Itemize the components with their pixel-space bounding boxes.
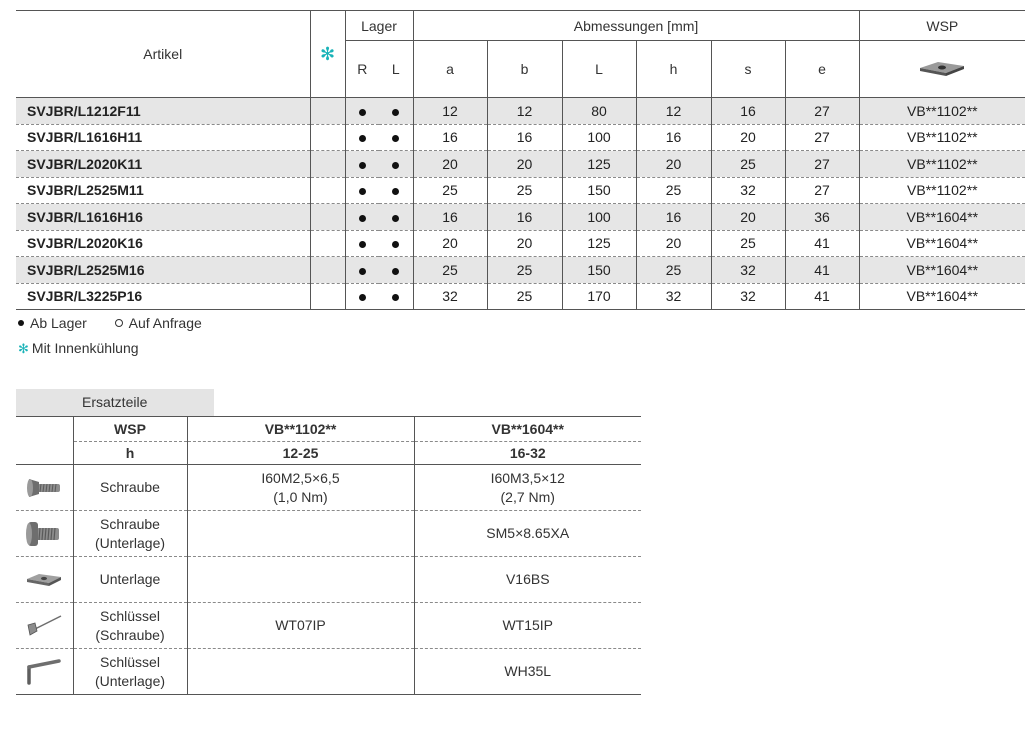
artikel-cell: SVJBR/L1212F11 bbox=[16, 98, 310, 125]
artikel-cell: SVJBR/L1616H11 bbox=[16, 124, 310, 151]
artikel-cell: SVJBR/L1616H16 bbox=[16, 204, 310, 231]
artikel-cell: SVJBR/L2525M16 bbox=[16, 257, 310, 284]
header-lager: Lager bbox=[345, 11, 413, 41]
dim-e-cell: 27 bbox=[785, 98, 859, 125]
in-stock-dot-icon bbox=[392, 109, 399, 116]
header-wsp-image bbox=[859, 41, 1025, 98]
lager-r-cell bbox=[345, 204, 379, 231]
spare-part-image-cell bbox=[16, 603, 73, 649]
table-row bbox=[16, 204, 1025, 231]
dim-s-cell: 20 bbox=[711, 124, 785, 151]
artikel-cell: SVJBR/L2020K16 bbox=[16, 230, 310, 257]
spare-part-name-line1: Unterlage bbox=[99, 571, 161, 587]
lager-l-cell bbox=[379, 124, 413, 151]
spare-part-row bbox=[16, 511, 641, 557]
spare-part-col2-value bbox=[414, 511, 641, 557]
wsp-cell: VB**1102** bbox=[859, 124, 1025, 151]
header-lager-l: L bbox=[379, 41, 413, 98]
in-stock-dot-icon bbox=[392, 215, 399, 222]
dim-b-cell: 25 bbox=[487, 177, 562, 204]
dim-L-cell: 150 bbox=[562, 257, 636, 284]
dim-b-cell: 20 bbox=[487, 151, 562, 178]
dim-e-cell: 36 bbox=[785, 204, 859, 231]
wsp-cell: VB**1604** bbox=[859, 204, 1025, 231]
spare-h-col1: 12-25 bbox=[187, 442, 414, 465]
dim-a-cell: 16 bbox=[413, 124, 487, 151]
dim-a-cell: 12 bbox=[413, 98, 487, 125]
spare-part-name bbox=[73, 557, 187, 603]
table-row bbox=[16, 230, 1025, 257]
in-stock-dot-icon bbox=[392, 294, 399, 301]
spare-part-col1-value bbox=[187, 465, 414, 511]
snowflake-icon: ✻ bbox=[18, 341, 29, 356]
dim-s-cell: 16 bbox=[711, 98, 785, 125]
spare-part-col2-value-line1: V16BS bbox=[505, 571, 550, 587]
coolant-cell bbox=[310, 177, 345, 204]
spare-part-name-line1: Schlüssel bbox=[100, 607, 160, 624]
dim-h-cell: 20 bbox=[636, 151, 711, 178]
dim-e-cell: 27 bbox=[785, 124, 859, 151]
hex-key-icon bbox=[16, 657, 73, 687]
spare-part-name-line1: Schlüssel bbox=[100, 653, 160, 670]
dim-s-cell: 25 bbox=[711, 230, 785, 257]
table-row bbox=[16, 283, 1025, 310]
spare-part-name-line2: (Schraube) bbox=[95, 626, 165, 643]
spare-part-col1-value bbox=[187, 603, 414, 649]
dim-L-cell: 150 bbox=[562, 177, 636, 204]
spare-blank-cell bbox=[16, 417, 73, 465]
in-stock-dot-icon bbox=[392, 268, 399, 275]
spare-part-image-cell bbox=[16, 465, 73, 511]
spare-part-col2-value bbox=[414, 649, 641, 695]
artikel-cell: SVJBR/L3225P16 bbox=[16, 283, 310, 310]
coolant-cell bbox=[310, 230, 345, 257]
spare-part-col2-value bbox=[414, 465, 641, 511]
legend-ab-lager-label: Ab Lager bbox=[30, 315, 87, 331]
dim-a-cell: 32 bbox=[413, 283, 487, 310]
spare-h-col2: 16-32 bbox=[414, 442, 641, 465]
spare-h-label: h bbox=[73, 442, 187, 465]
coolant-cell bbox=[310, 257, 345, 284]
in-stock-dot-icon bbox=[359, 241, 366, 248]
spare-part-row bbox=[16, 557, 641, 603]
spare-part-name bbox=[73, 649, 187, 695]
dim-s-cell: 25 bbox=[711, 151, 785, 178]
lager-l-cell bbox=[379, 151, 413, 178]
wsp-cell: VB**1102** bbox=[859, 98, 1025, 125]
dim-L-cell: 100 bbox=[562, 204, 636, 231]
spare-part-col2-value-line1: WT15IP bbox=[502, 617, 554, 633]
table-row bbox=[16, 98, 1025, 125]
dim-L-cell: 125 bbox=[562, 151, 636, 178]
dim-s-cell: 32 bbox=[711, 177, 785, 204]
spare-part-col1-value bbox=[187, 511, 414, 557]
in-stock-dot-icon bbox=[359, 135, 366, 142]
header-lager-r: R bbox=[345, 41, 379, 98]
legend-innenkuehlung-label: Mit Innenkühlung bbox=[31, 340, 139, 356]
bullet-hollow-icon bbox=[115, 319, 123, 327]
lager-r-cell bbox=[345, 257, 379, 284]
spare-part-name bbox=[73, 465, 187, 511]
dim-h-cell: 16 bbox=[636, 124, 711, 151]
lager-r-cell bbox=[345, 151, 379, 178]
table-row bbox=[16, 124, 1025, 151]
spare-part-row bbox=[16, 603, 641, 649]
header-dim-L: L bbox=[562, 41, 636, 98]
spare-part-name bbox=[73, 511, 187, 557]
legend-innenkuehlung bbox=[18, 340, 139, 357]
bullet-filled-icon bbox=[18, 320, 24, 326]
wsp-cell: VB**1604** bbox=[859, 230, 1025, 257]
spare-part-row bbox=[16, 465, 641, 511]
dim-b-cell: 16 bbox=[487, 124, 562, 151]
lager-l-cell bbox=[379, 257, 413, 284]
dim-b-cell: 20 bbox=[487, 230, 562, 257]
artikel-cell: SVJBR/L2020K11 bbox=[16, 151, 310, 178]
spare-part-col2-value-line1: I60M3,5×12 bbox=[490, 469, 565, 486]
wsp-cell: VB**1604** bbox=[859, 257, 1025, 284]
coolant-cell bbox=[310, 151, 345, 178]
lager-r-cell bbox=[345, 177, 379, 204]
header-wsp: WSP bbox=[859, 11, 1025, 41]
spare-part-col2-value bbox=[414, 603, 641, 649]
dim-h-cell: 16 bbox=[636, 204, 711, 231]
lager-l-cell bbox=[379, 177, 413, 204]
header-dim-b: b bbox=[487, 41, 562, 98]
dim-e-cell: 27 bbox=[785, 151, 859, 178]
spare-part-col1-value-line2: (1,0 Nm) bbox=[273, 488, 328, 505]
wsp-cell: VB**1102** bbox=[859, 151, 1025, 178]
dim-e-cell: 41 bbox=[785, 283, 859, 310]
header-dim-a: a bbox=[413, 41, 487, 98]
dim-e-cell: 41 bbox=[785, 257, 859, 284]
spare-part-col1-value bbox=[187, 649, 414, 695]
lager-l-cell bbox=[379, 283, 413, 310]
torx-key-icon bbox=[16, 613, 73, 639]
header-artikel: Artikel bbox=[16, 11, 310, 98]
in-stock-dot-icon bbox=[359, 162, 366, 169]
table-row bbox=[16, 257, 1025, 284]
in-stock-dot-icon bbox=[359, 188, 366, 195]
dim-e-cell: 27 bbox=[785, 177, 859, 204]
spare-wsp-col1: VB**1102** bbox=[187, 417, 414, 442]
spare-part-col1-value bbox=[187, 557, 414, 603]
spare-part-image-cell bbox=[16, 649, 73, 695]
shim-screw-icon bbox=[16, 518, 73, 550]
shim-icon bbox=[16, 571, 73, 589]
header-dim-h: h bbox=[636, 41, 711, 98]
lager-r-cell bbox=[345, 124, 379, 151]
spare-part-col2-value-line1: SM5×8.65XA bbox=[486, 525, 570, 541]
coolant-cell bbox=[310, 124, 345, 151]
dim-h-cell: 32 bbox=[636, 283, 711, 310]
legend-auf-anfrage-label: Auf Anfrage bbox=[128, 315, 202, 331]
spare-part-row bbox=[16, 649, 641, 695]
in-stock-dot-icon bbox=[359, 215, 366, 222]
dim-h-cell: 25 bbox=[636, 257, 711, 284]
spare-wsp-col2: VB**1604** bbox=[414, 417, 641, 442]
in-stock-dot-icon bbox=[359, 294, 366, 301]
in-stock-dot-icon bbox=[392, 162, 399, 169]
in-stock-dot-icon bbox=[359, 268, 366, 275]
dim-b-cell: 12 bbox=[487, 98, 562, 125]
dim-a-cell: 20 bbox=[413, 151, 487, 178]
insert-icon bbox=[918, 59, 966, 77]
dim-b-cell: 25 bbox=[487, 257, 562, 284]
spare-part-col1-value-line1: I60M2,5×6,5 bbox=[261, 469, 340, 486]
legend-ab-lager bbox=[18, 315, 202, 331]
dim-a-cell: 25 bbox=[413, 257, 487, 284]
wsp-cell: VB**1604** bbox=[859, 283, 1025, 310]
dim-b-cell: 25 bbox=[487, 283, 562, 310]
spare-part-name-line1: Schraube bbox=[100, 479, 160, 495]
lager-r-cell bbox=[345, 230, 379, 257]
table-row bbox=[16, 151, 1025, 178]
snowflake-icon: ✻ bbox=[319, 43, 336, 64]
dim-L-cell: 170 bbox=[562, 283, 636, 310]
spare-part-name-line2: (Unterlage) bbox=[94, 672, 166, 689]
spare-part-col1-value-line1: WT07IP bbox=[275, 617, 326, 633]
spare-wsp-label: WSP bbox=[73, 417, 187, 442]
table-row bbox=[16, 177, 1025, 204]
header-abmessungen: Abmessungen [mm] bbox=[413, 11, 859, 41]
in-stock-dot-icon bbox=[359, 109, 366, 116]
dim-h-cell: 25 bbox=[636, 177, 711, 204]
dim-L-cell: 100 bbox=[562, 124, 636, 151]
lager-r-cell bbox=[345, 283, 379, 310]
coolant-cell bbox=[310, 98, 345, 125]
header-dim-s: s bbox=[711, 41, 785, 98]
dim-L-cell: 125 bbox=[562, 230, 636, 257]
spare-part-col2-value-line2: (2,7 Nm) bbox=[500, 488, 555, 505]
spare-parts-title-label: Ersatzteile bbox=[82, 394, 148, 410]
spare-part-image-cell bbox=[16, 557, 73, 603]
dim-e-cell: 41 bbox=[785, 230, 859, 257]
header-dim-e: e bbox=[785, 41, 859, 98]
dim-L-cell: 80 bbox=[562, 98, 636, 125]
dim-s-cell: 20 bbox=[711, 204, 785, 231]
in-stock-dot-icon bbox=[392, 241, 399, 248]
in-stock-dot-icon bbox=[392, 135, 399, 142]
lager-l-cell bbox=[379, 204, 413, 231]
artikel-cell: SVJBR/L2525M11 bbox=[16, 177, 310, 204]
screw-icon bbox=[16, 475, 73, 501]
spare-part-col2-value-line1: WH35L bbox=[504, 663, 552, 679]
dim-s-cell: 32 bbox=[711, 257, 785, 284]
dim-a-cell: 20 bbox=[413, 230, 487, 257]
article-table bbox=[16, 10, 1025, 310]
spare-parts-table bbox=[16, 416, 641, 695]
wsp-cell: VB**1102** bbox=[859, 177, 1025, 204]
dim-h-cell: 12 bbox=[636, 98, 711, 125]
lager-l-cell bbox=[379, 230, 413, 257]
lager-l-cell bbox=[379, 98, 413, 125]
dim-b-cell: 16 bbox=[487, 204, 562, 231]
spare-part-image-cell bbox=[16, 511, 73, 557]
spare-part-name-line1: Schraube bbox=[100, 515, 160, 532]
spare-part-name bbox=[73, 603, 187, 649]
coolant-cell bbox=[310, 204, 345, 231]
coolant-cell bbox=[310, 283, 345, 310]
spare-parts-title bbox=[16, 389, 214, 416]
spare-part-col2-value bbox=[414, 557, 641, 603]
dim-a-cell: 16 bbox=[413, 204, 487, 231]
header-coolant bbox=[310, 11, 345, 98]
dim-h-cell: 20 bbox=[636, 230, 711, 257]
dim-s-cell: 32 bbox=[711, 283, 785, 310]
lager-r-cell bbox=[345, 98, 379, 125]
spare-part-name-line2: (Unterlage) bbox=[94, 534, 166, 551]
dim-a-cell: 25 bbox=[413, 177, 487, 204]
in-stock-dot-icon bbox=[392, 188, 399, 195]
